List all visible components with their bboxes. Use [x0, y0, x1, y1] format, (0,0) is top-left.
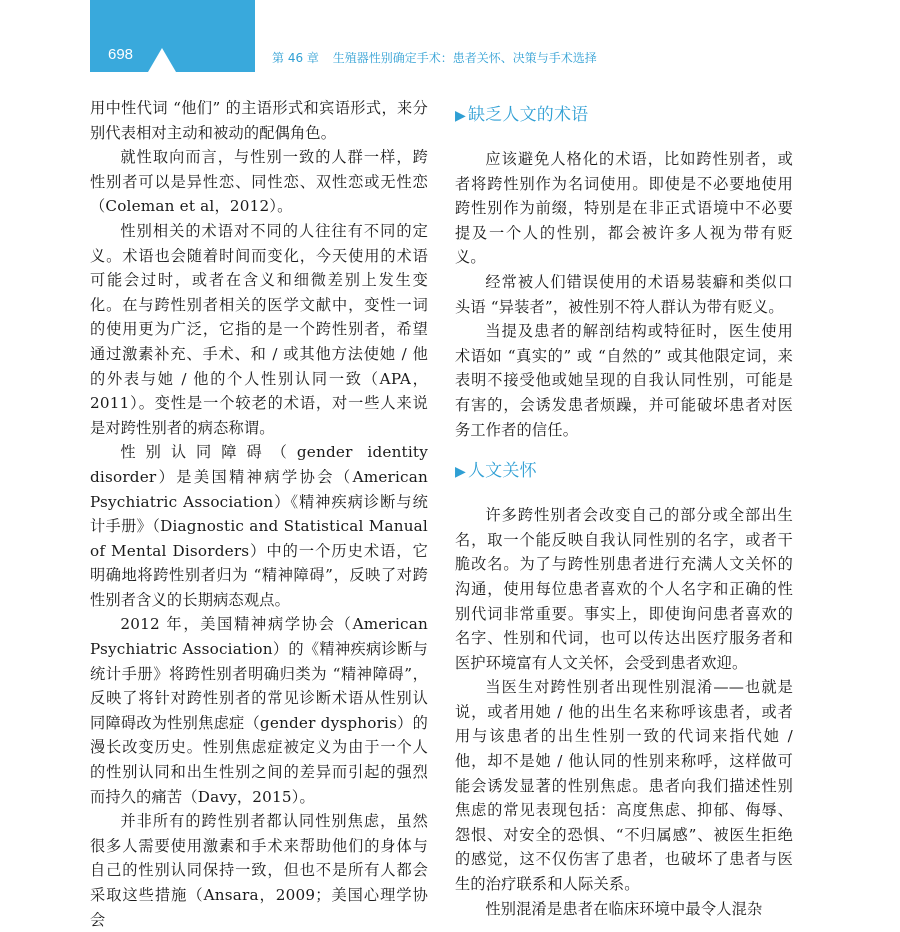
- running-header: [272, 49, 607, 66]
- tab-notch: [148, 48, 176, 72]
- paragraph: 许多跨性别者会改变自己的部分或全部出生名，取一个能反映自我认同性别的名字，或者干脆改名。为了与跨性别患者进行充满人文关怀的沟通，使用每位患者喜欢的个人名字和正确的性别代词非常重要。事实上，即使询问患者喜欢的名字、性别和代词，也可以传达出医疗服务者和医护环境富有人文关怀，会受到患者欢迎。: [455, 506, 793, 672]
- paragraph: 就性取向而言，与性别一致的人群一样，跨性别者可以是异性恋、同性恋、双性恋或无性恋（Coleman et al，2012）。: [90, 148, 428, 216]
- section-heading: ▶ 缺乏人文的术语: [455, 105, 589, 125]
- page-number-tab: [90, 0, 255, 72]
- triangle-bullet-icon: ▶: [455, 464, 466, 481]
- paragraph: 当医生对跨性别者出现性别混淆——也就是说，或者用她 / 他的出生名来称呼该患者，或者用与该患者的出生性别一致的代词来指代她 / 他，却不是她 / 他认同的性别来称呼，这样做可能会诱发显著的性别焦虑。患者向我们描述性别焦虑的常见表现包括：高度焦虑、抑郁、侮辱、怨恨、对安全的恐惧、“不归属感”、被医生拒绝的感觉，这不仅伤害了患者，也破坏了患者与医生的治疗联系和人际关系。: [455, 678, 793, 894]
- right-column: [455, 96, 793, 921]
- paragraph: 2012 年，美国精神病学协会（American Psychiatric Association）的《精神疾病诊断与统计手册》将跨性别者明确归类为 “精神障碍”，反映了将针对跨性别者的常见诊断术语从性别认同障碍改为性别焦虑症（gender dysphoris）的漫长改变历史。性别焦虑症被定义为由于一个人的性别认同和出生性别之间的差异而引起的强烈而持久的痛苦（Davy，2015）。: [90, 615, 428, 806]
- paragraph: 性别认同障碍（gender identity disorder）是美国精神病学协会（American Psychiatric Association）《精神疾病诊断与统计手册》（Diagnostic and Statistical Manual of Mental Disorders）中的一个历史术语，它明确地将跨性别者归为 “精神障碍”，反映了对跨性别者含义的长期病态观点。: [90, 443, 428, 609]
- paragraph: 经常被人们错误使用的术语易装癖和类似口头语 “异装者”，被性别不符人群认为带有贬义。: [455, 272, 793, 316]
- paragraph: 用中性代词 “他们” 的主语形式和宾语形式，来分别代表相对主动和被动的配偶角色。: [90, 99, 428, 142]
- left-column: [90, 96, 428, 932]
- paragraph: 应该避免人格化的术语，比如跨性别者，或者将跨性别作为名词使用。即使是不必要地使用跨性别作为前缀，特别是在非正式语境中不必要提及一个人的性别，都会被许多人视为带有贬义。: [455, 150, 793, 267]
- paragraph: 并非所有的跨性别者都认同性别焦虑，虽然很多人需要使用激素和手术来帮助他们的身体与自己的性别认同保持一致，但也不是所有人都会采取这些措施（Ansara，2009；美国心理学协会: [90, 812, 428, 929]
- section-heading: ▶ 人文关怀: [455, 461, 537, 482]
- chapter-number: 第 46 章: [272, 51, 319, 65]
- paragraph: 当提及患者的解剖结构或特征时，医生使用术语如 “真实的” 或 “自然的” 或其他限定词，来表明不接受他或她呈现的自我认同性别，可能是有害的，会诱发患者烦躁，并可能破坏患者对医务工作者的信任。: [455, 322, 793, 439]
- paragraph: 性别相关的术语对不同的人往往有不同的定义。术语也会随着时间而变化，今天使用的术语可能会过时，或者在含义和细微差别上发生变化。在与跨性别者相关的医学文献中，变性一词的使用更为广泛，它指的是一个跨性别者，希望通过激素补充、手术、和 / 或其他方法使她 / 他的外表与她 / 他的个人性别认同一致（APA，2011）。变性是一个较老的术语，对一些人来说是对跨性别者的病态称谓。: [90, 221, 428, 437]
- triangle-bullet-icon: ▶: [455, 108, 466, 124]
- paragraph: 性别混淆是患者在临床环境中最令人混杂: [485, 899, 763, 918]
- chapter-title: 生殖器性别确定手术：患者关怀、决策与手术选择: [332, 51, 597, 65]
- page-number: 698: [108, 46, 134, 63]
